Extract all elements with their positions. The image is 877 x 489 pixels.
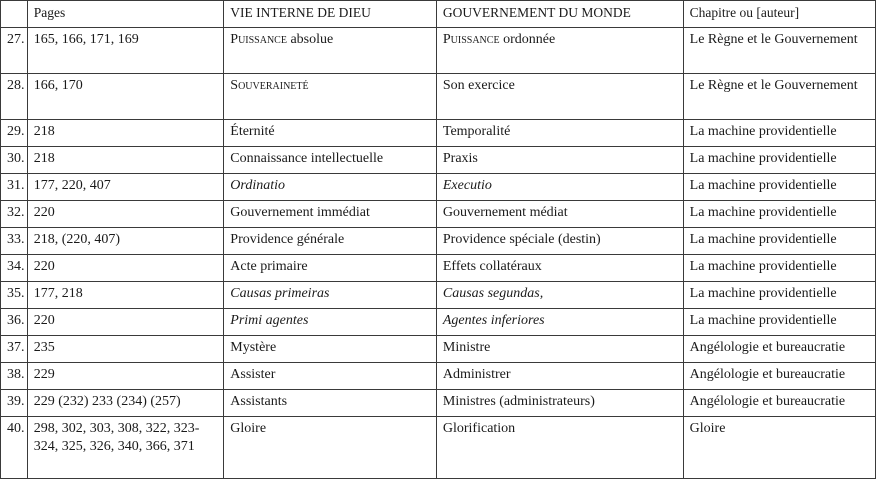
row-vie-interne: Éternité [224, 120, 437, 147]
row-chapitre: La machine providentielle [683, 147, 875, 174]
row-vie-interne [224, 28, 437, 74]
row-number: 29. [1, 120, 28, 147]
row-gouvernement: Son exercice [436, 74, 683, 120]
row-pages: 229 [27, 363, 224, 390]
small-caps-term: Puissance [442, 32, 500, 47]
row-chapitre: Le Règne et le Gouvernement [683, 28, 875, 74]
header-chapitre: Chapitre ou [auteur] [683, 1, 875, 28]
row-gouvernement: Causas segundas, [436, 282, 683, 309]
table-row [1, 282, 876, 309]
row-chapitre: La machine providentielle [683, 174, 875, 201]
row-vie-interne: Acte primaire [224, 255, 437, 282]
row-gouvernement: Administrer [436, 363, 683, 390]
row-pages: 218 [27, 120, 224, 147]
small-caps-term: Puissance [230, 32, 287, 47]
row-gouvernement [436, 28, 683, 74]
row-vie-interne: Connaissance intellectuelle [224, 147, 437, 174]
table-row [1, 74, 876, 120]
row-number: 38. [1, 363, 28, 390]
table-row [1, 147, 876, 174]
row-chapitre: La machine providentielle [683, 309, 875, 336]
row-chapitre: Angélologie et bureaucratie [683, 363, 875, 390]
row-number: 27. [1, 28, 28, 74]
row-pages: 229 (232) 233 (234) (257) [27, 390, 224, 417]
small-caps-term: Souveraineté [230, 78, 309, 93]
row-gouvernement: Temporalité [436, 120, 683, 147]
row-pages: 177, 220, 407 [27, 174, 224, 201]
row-gouvernement: Praxis [436, 147, 683, 174]
term-rest: ordonnée [499, 32, 556, 47]
table-row [1, 28, 876, 74]
row-vie-interne: Ordinatio [224, 174, 437, 201]
row-number: 34. [1, 255, 28, 282]
header-pages: Pages [27, 1, 224, 28]
row-chapitre: Gloire [683, 417, 875, 479]
row-pages: 220 [27, 309, 224, 336]
row-number: 30. [1, 147, 28, 174]
row-vie-interne: Providence générale [224, 228, 437, 255]
row-pages: 220 [27, 255, 224, 282]
row-pages: 177, 218 [27, 282, 224, 309]
row-pages: 165, 166, 171, 169 [27, 28, 224, 74]
row-vie-interne: Gouvernement immédiat [224, 201, 437, 228]
table-row [1, 201, 876, 228]
row-number: 32. [1, 201, 28, 228]
row-vie-interne [224, 74, 437, 120]
row-gouvernement: Executio [436, 174, 683, 201]
row-gouvernement: Ministre [436, 336, 683, 363]
header-gouvernement: GOUVERNEMENT DU MONDE [436, 1, 683, 28]
header-vie-interne: VIE INTERNE DE DIEU [224, 1, 437, 28]
row-pages: 298, 302, 303, 308, 322, 323-324, 325, 326, 340, 366, 371 [27, 417, 224, 479]
row-gouvernement: Ministres (administrateurs) [436, 390, 683, 417]
table-row [1, 174, 876, 201]
header-row [1, 1, 876, 28]
row-pages: 220 [27, 201, 224, 228]
row-chapitre: Angélologie et bureaucratie [683, 336, 875, 363]
row-vie-interne: Causas primeiras [224, 282, 437, 309]
table-row [1, 336, 876, 363]
table-row [1, 255, 876, 282]
row-number: 28. [1, 74, 28, 120]
header-num [1, 1, 28, 28]
term-rest: absolue [286, 32, 334, 47]
row-number: 35. [1, 282, 28, 309]
row-pages: 166, 170 [27, 74, 224, 120]
row-gouvernement: Effets collatéraux [436, 255, 683, 282]
row-pages: 235 [27, 336, 224, 363]
row-chapitre: Angélologie et bureaucratie [683, 390, 875, 417]
row-vie-interne: Assistants [224, 390, 437, 417]
row-gouvernement: Agentes inferiores [436, 309, 683, 336]
row-vie-interne: Assister [224, 363, 437, 390]
table-row [1, 390, 876, 417]
row-chapitre: La machine providentielle [683, 282, 875, 309]
table-row [1, 417, 876, 479]
row-number: 39. [1, 390, 28, 417]
row-number: 36. [1, 309, 28, 336]
row-gouvernement: Providence spéciale (destin) [436, 228, 683, 255]
table-row [1, 228, 876, 255]
row-gouvernement: Glorification [436, 417, 683, 479]
row-vie-interne: Gloire [224, 417, 437, 479]
row-number: 31. [1, 174, 28, 201]
row-pages: 218 [27, 147, 224, 174]
row-chapitre: Le Règne et le Gouvernement [683, 74, 875, 120]
row-number: 40. [1, 417, 28, 479]
row-chapitre: La machine providentielle [683, 201, 875, 228]
row-chapitre: La machine providentielle [683, 255, 875, 282]
row-number: 37. [1, 336, 28, 363]
row-pages: 218, (220, 407) [27, 228, 224, 255]
table-row [1, 120, 876, 147]
row-chapitre: La machine providentielle [683, 120, 875, 147]
table-row [1, 309, 876, 336]
row-number: 33. [1, 228, 28, 255]
row-gouvernement: Gouvernement médiat [436, 201, 683, 228]
row-vie-interne: Primi agentes [224, 309, 437, 336]
row-chapitre: La machine providentielle [683, 228, 875, 255]
row-vie-interne: Mystère [224, 336, 437, 363]
table-row [1, 363, 876, 390]
